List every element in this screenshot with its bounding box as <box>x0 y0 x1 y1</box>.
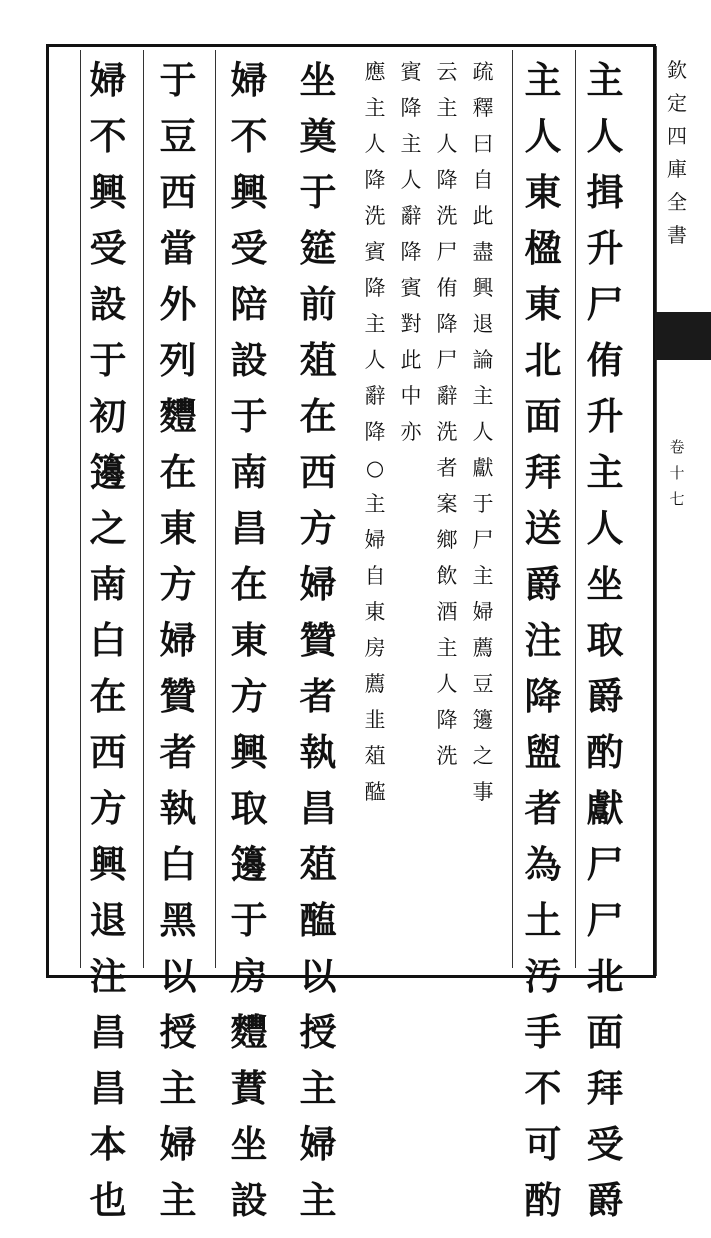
char: 升 <box>586 226 624 270</box>
text-column-4 <box>433 62 461 782</box>
char: 主 <box>436 636 458 660</box>
char: 葅 <box>299 338 337 382</box>
char: 房 <box>364 636 386 660</box>
char: 列 <box>159 338 197 382</box>
char: 者 <box>299 674 337 718</box>
char: 升 <box>586 394 624 438</box>
char: 洗 <box>436 420 458 444</box>
char: 本 <box>89 1122 127 1166</box>
char: 昌 <box>299 786 337 830</box>
char: 西 <box>89 730 127 774</box>
char: 主 <box>364 492 386 516</box>
char: ○ <box>365 456 385 480</box>
char: 在 <box>159 450 197 494</box>
char: 者 <box>524 786 562 830</box>
char: 賓 <box>364 240 386 264</box>
char: 豆 <box>159 114 197 158</box>
char: 洗 <box>364 204 386 228</box>
char: 人 <box>586 114 624 158</box>
char: 也 <box>89 1178 127 1222</box>
char: 此 <box>472 204 494 228</box>
char: 侑 <box>586 338 624 382</box>
char: 主 <box>524 58 562 102</box>
char: 應 <box>364 60 386 84</box>
char: 人 <box>524 114 562 158</box>
char: 土 <box>524 898 562 942</box>
char: 注 <box>524 618 562 662</box>
char: 婦 <box>299 1122 337 1166</box>
char: 東 <box>364 600 386 624</box>
char: 自 <box>472 168 494 192</box>
char: 人 <box>586 506 624 550</box>
char: 昌 <box>89 1066 127 1110</box>
char: 人 <box>364 132 386 156</box>
char: 醢 <box>299 898 337 942</box>
char: 婦 <box>89 58 127 102</box>
char: 受 <box>230 226 268 270</box>
char: 興 <box>89 170 127 214</box>
char: 疏 <box>472 60 494 84</box>
char: 尸 <box>436 348 458 372</box>
text-column-9 <box>156 58 200 1238</box>
char: 之 <box>89 506 127 550</box>
char: 飲 <box>436 564 458 588</box>
char: 云 <box>436 60 458 84</box>
char: 主 <box>436 96 458 120</box>
char: 爵 <box>586 674 624 718</box>
char: 于 <box>230 898 268 942</box>
char: 酌 <box>586 730 624 774</box>
char: 執 <box>299 730 337 774</box>
char: 獻 <box>586 786 624 830</box>
char: 尸 <box>586 282 624 326</box>
char: 婦 <box>159 1122 197 1166</box>
char: 方 <box>89 786 127 830</box>
char: 楹 <box>524 226 562 270</box>
char: 方 <box>230 674 268 718</box>
char: 葅 <box>299 842 337 886</box>
char: 注 <box>89 954 127 998</box>
char: 降 <box>364 168 386 192</box>
char: 房 <box>230 954 268 998</box>
char: 爵 <box>524 562 562 606</box>
column-rule <box>575 50 576 968</box>
char: 于 <box>159 58 197 102</box>
char: 自 <box>364 564 386 588</box>
char: 東 <box>524 282 562 326</box>
char: 婦 <box>364 528 386 552</box>
char: 贊 <box>299 618 337 662</box>
char: 南 <box>230 450 268 494</box>
char: 全 <box>667 190 687 214</box>
char: 主 <box>299 1066 337 1110</box>
char: 在 <box>230 562 268 606</box>
char: 退 <box>89 898 127 942</box>
char: 東 <box>524 170 562 214</box>
char: 籩 <box>230 842 268 886</box>
char: 授 <box>159 1010 197 1054</box>
char: 人 <box>436 672 458 696</box>
text-column-8 <box>227 58 271 1238</box>
char: 婦 <box>159 618 197 662</box>
char: 尸 <box>472 528 494 552</box>
margin-rule <box>656 46 657 976</box>
char: 手 <box>524 1010 562 1054</box>
char: 洗 <box>436 204 458 228</box>
char: 鄉 <box>436 528 458 552</box>
char: 薦 <box>364 672 386 696</box>
char: 薦 <box>472 636 494 660</box>
char: 主 <box>400 132 422 156</box>
book-title <box>662 60 692 258</box>
char: 辭 <box>400 204 422 228</box>
char: 卷 <box>669 438 685 456</box>
char: 辭 <box>364 384 386 408</box>
char: 以 <box>159 954 197 998</box>
char: 不 <box>89 114 127 158</box>
char: 可 <box>524 1122 562 1166</box>
char: 降 <box>436 312 458 336</box>
text-column-3 <box>469 62 497 818</box>
char: 降 <box>364 420 386 444</box>
char: 受 <box>89 226 127 270</box>
char: 主 <box>364 312 386 336</box>
char: 執 <box>159 786 197 830</box>
char: 白 <box>89 618 127 662</box>
char: 送 <box>524 506 562 550</box>
char: 賓 <box>400 276 422 300</box>
char: 設 <box>89 282 127 326</box>
char: 當 <box>159 226 197 270</box>
char: 北 <box>524 338 562 382</box>
char: 授 <box>299 1010 337 1054</box>
char: 七 <box>669 490 685 508</box>
char: 婦 <box>299 562 337 606</box>
char: 降 <box>400 240 422 264</box>
char: 獻 <box>472 456 494 480</box>
char: 方 <box>299 506 337 550</box>
char: 方 <box>159 562 197 606</box>
char: 降 <box>364 276 386 300</box>
char: 昌 <box>89 1010 127 1054</box>
char: 以 <box>299 954 337 998</box>
char: 人 <box>472 420 494 444</box>
char: 設 <box>230 1178 268 1222</box>
char: 蕡 <box>230 1066 268 1110</box>
char: 者 <box>159 730 197 774</box>
char: 豆 <box>472 672 494 696</box>
char: 籩 <box>89 450 127 494</box>
char: 筵 <box>299 226 337 270</box>
char: 興 <box>472 276 494 300</box>
char: 尸 <box>586 842 624 886</box>
char: 人 <box>364 348 386 372</box>
char: 者 <box>436 456 458 480</box>
text-column-7 <box>296 58 340 1238</box>
char: 昌 <box>230 506 268 550</box>
char: 在 <box>89 674 127 718</box>
char: 坐 <box>586 562 624 606</box>
char: 主 <box>299 1178 337 1222</box>
char: 主 <box>159 1066 197 1110</box>
char: 爵 <box>586 1178 624 1222</box>
char: 退 <box>472 312 494 336</box>
char: 酒 <box>436 600 458 624</box>
char: 降 <box>436 708 458 732</box>
char: 主 <box>472 384 494 408</box>
char: 麷 <box>230 1010 268 1054</box>
volume-label <box>662 440 692 518</box>
char: 南 <box>89 562 127 606</box>
text-column-6 <box>361 62 389 818</box>
char: 庫 <box>667 157 687 181</box>
text-column-1 <box>583 58 627 1238</box>
char: 洗 <box>436 744 458 768</box>
char: 不 <box>524 1066 562 1110</box>
char: 盡 <box>472 240 494 264</box>
char: 事 <box>472 780 494 804</box>
char: 欽 <box>667 58 687 82</box>
char: 坐 <box>230 1122 268 1166</box>
char: 人 <box>436 132 458 156</box>
char: 東 <box>230 618 268 662</box>
char: 葅 <box>364 744 386 768</box>
char: 主 <box>159 1178 197 1222</box>
text-column-10 <box>86 58 130 1238</box>
char: 四 <box>667 124 687 148</box>
char: 取 <box>586 618 624 662</box>
char: 曰 <box>472 132 494 156</box>
column-rule <box>512 50 513 968</box>
char: 贊 <box>159 674 197 718</box>
column-rule <box>215 50 216 968</box>
char: 于 <box>89 338 127 382</box>
char: 興 <box>89 842 127 886</box>
text-column-5 <box>397 62 425 458</box>
char: 降 <box>524 674 562 718</box>
char: 辭 <box>436 384 458 408</box>
char: 受 <box>586 1122 624 1166</box>
char: 籩 <box>472 708 494 732</box>
char: 東 <box>159 506 197 550</box>
char: 拜 <box>586 1066 624 1110</box>
char: 中 <box>400 384 422 408</box>
char: 奠 <box>299 114 337 158</box>
char: 在 <box>299 394 337 438</box>
char: 書 <box>667 223 687 247</box>
char: 為 <box>524 842 562 886</box>
char: 面 <box>586 1010 624 1054</box>
char: 釋 <box>472 96 494 120</box>
char: 揖 <box>586 170 624 214</box>
char: 盥 <box>524 730 562 774</box>
char: 取 <box>230 786 268 830</box>
char: 此 <box>400 348 422 372</box>
char: 西 <box>159 170 197 214</box>
char: 不 <box>230 114 268 158</box>
char: 對 <box>400 312 422 336</box>
char: 汚 <box>524 954 562 998</box>
char: 外 <box>159 282 197 326</box>
char: 亦 <box>400 420 422 444</box>
char: 坐 <box>299 58 337 102</box>
char: 面 <box>524 394 562 438</box>
char: 婦 <box>472 600 494 624</box>
char: 西 <box>299 450 337 494</box>
char: 前 <box>299 282 337 326</box>
char: 興 <box>230 170 268 214</box>
char: 北 <box>586 954 624 998</box>
char: 之 <box>472 744 494 768</box>
char: 于 <box>472 492 494 516</box>
char: 韭 <box>364 708 386 732</box>
char: 侑 <box>436 276 458 300</box>
char: 白 <box>159 842 197 886</box>
char: 論 <box>472 348 494 372</box>
char: 于 <box>299 170 337 214</box>
char: 設 <box>230 338 268 382</box>
char: 降 <box>400 96 422 120</box>
char: 主 <box>472 564 494 588</box>
fishtail-marker <box>655 312 711 360</box>
char: 醓 <box>364 780 386 804</box>
char: 陪 <box>230 282 268 326</box>
char: 主 <box>586 58 624 102</box>
char: 主 <box>364 96 386 120</box>
column-rule <box>80 50 81 968</box>
char: 于 <box>230 394 268 438</box>
char: 定 <box>667 91 687 115</box>
char: 興 <box>230 730 268 774</box>
char: 降 <box>436 168 458 192</box>
char: 黑 <box>159 898 197 942</box>
char: 麷 <box>159 394 197 438</box>
char: 人 <box>400 168 422 192</box>
char: 案 <box>436 492 458 516</box>
char: 十 <box>669 464 685 482</box>
char: 尸 <box>586 898 624 942</box>
column-rule <box>143 50 144 968</box>
char: 初 <box>89 394 127 438</box>
char: 婦 <box>230 58 268 102</box>
char: 拜 <box>524 450 562 494</box>
char: 尸 <box>436 240 458 264</box>
char: 賓 <box>400 60 422 84</box>
char: 主 <box>586 450 624 494</box>
char: 酌 <box>524 1178 562 1222</box>
text-column-2 <box>521 58 565 1238</box>
